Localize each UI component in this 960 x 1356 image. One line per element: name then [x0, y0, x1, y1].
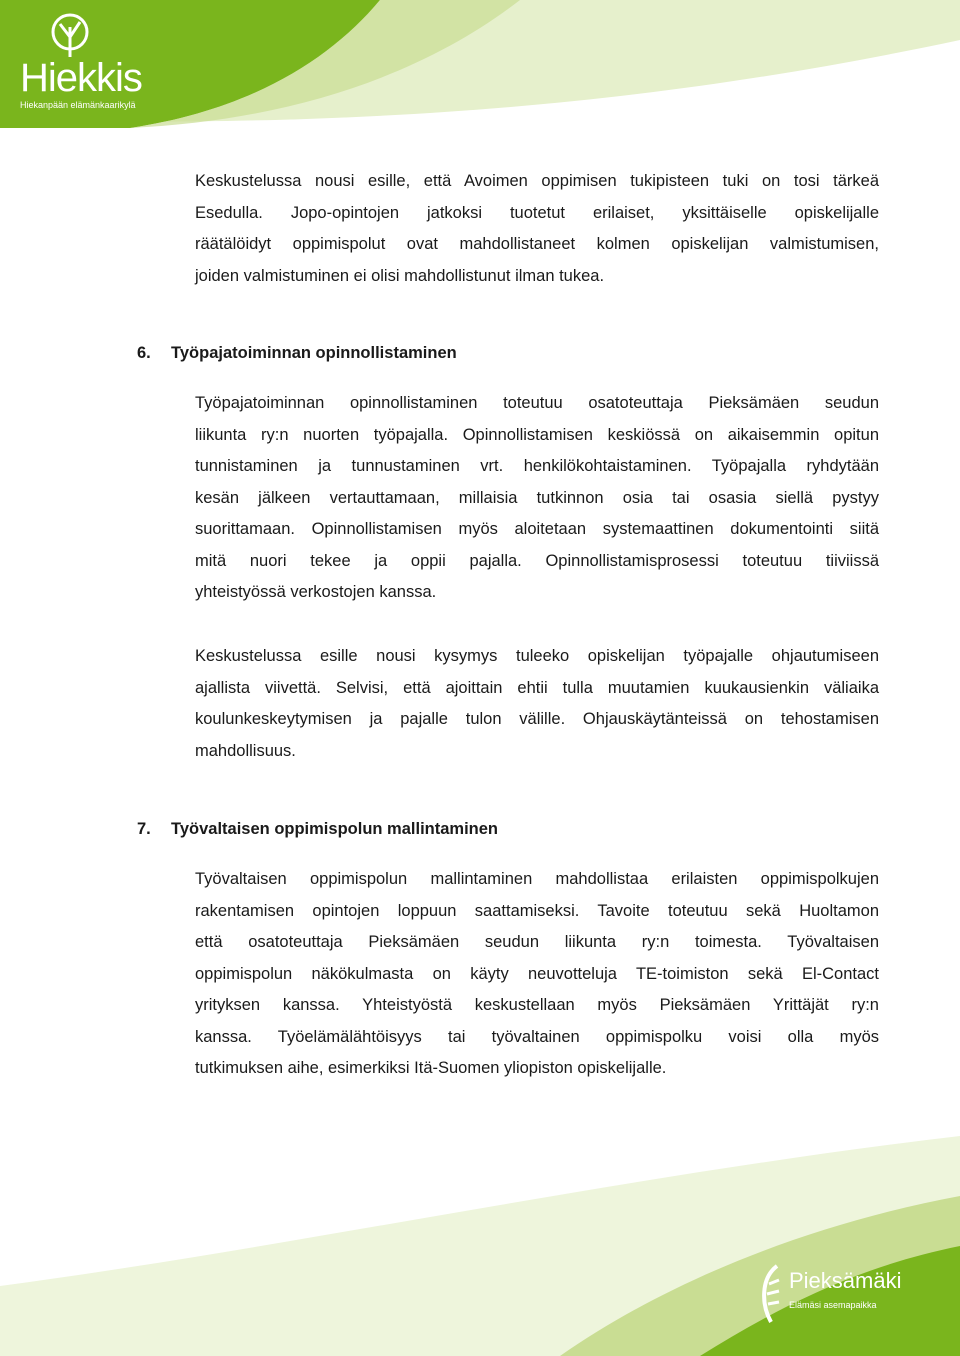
text-line: kanssa. Työelämälähtöisyys tai työvaltainen oppimispolku voisi olla myös [195, 1027, 879, 1046]
text-line: Keskustelussa nousi esille, että Avoimen oppimisen tukipisteen tuki on tosi tärkeä [195, 172, 879, 190]
text-line: Keskustelussa esille nousi kysymys tuleeko opiskelijan työpajalle ohjautumiseen [195, 647, 879, 665]
tree-icon [40, 12, 100, 62]
text-line: kesän jälkeen vertauttamaan, millaisia tutkinnon osia tai osasia siellä pystyy [195, 488, 879, 507]
section-6-number: 6. [137, 344, 151, 362]
section-6-title: Työpajatoiminnan opinnollistaminen [171, 344, 457, 362]
text-line: yrityksen kanssa. Yhteistyöstä keskustellaan myös Pieksämäen Yrittäjät ry:n [195, 996, 879, 1014]
section-7-heading [137, 820, 498, 839]
bottom-logo-tagline: Elämäsi asemapaikka [789, 1300, 877, 1310]
text-line: räätälöidyt oppimispolut ovat mahdollistaneet kolmen opiskelijan valmistumisen, [195, 235, 879, 253]
text-line: mitä nuori tekee ja oppii pajalla. Opinnollistamisprosessi toteutuu tiiviissä [195, 551, 879, 570]
text-line: mahdollisuus. [195, 741, 296, 760]
section-7-paragraph-1 [195, 864, 879, 1085]
text-line: Esedulla. Jopo-opintojen jatkoksi tuotetut erilaiset, yksittäiselle opiskelijalle [195, 203, 879, 222]
text-line: Työpajatoiminnan opinnollistaminen toteutuu osatoteuttaja Pieksämäen seudun [195, 394, 879, 412]
text-line: oppimispolun näkökulmasta on käyty neuvotteluja TE-toimiston sekä El-Contact [195, 964, 879, 983]
text-line: liikunta ry:n nuorten työpajalla. Opinnollistamisen keskiössä on aikaisemmin opitun [195, 425, 879, 444]
text-line: rakentamisen opintojen loppuun saattamiseksi. Tavoite toteutuu sekä Huoltamon [195, 901, 879, 920]
bottom-logo-name: Pieksämäki [789, 1268, 902, 1293]
text-line: ajallista viivettä. Selvisi, että ajoittain ehtii tulla muutamien kuukausienkin väliaika [195, 678, 879, 697]
text-line: Työvaltaisen oppimispolun mallintaminen mahdollistaa erilaisten oppimispolkujen [195, 870, 879, 888]
section-7-number: 7. [137, 820, 151, 838]
intro-paragraph [195, 166, 879, 292]
text-line: koulunkeskeytymisen ja pajalle tulon välille. Ohjauskäytänteissä on tehostamisen [195, 710, 879, 728]
section-6-paragraph-1 [195, 388, 879, 609]
hiekkis-logo [10, 12, 170, 112]
text-line: joiden valmistuminen ei olisi mahdollistunut ilman tukea. [195, 266, 605, 285]
text-line: tunnistaminen ja tunnustaminen vrt. henkilökohtaistaminen. Työpajalla ryhdytään [195, 457, 879, 475]
pieksamaki-logo [755, 1260, 935, 1340]
leaf-icon [757, 1264, 785, 1324]
section-6-paragraph-2 [195, 641, 879, 767]
text-line: suorittamaan. Opinnollistamisen myös aloitetaan systemaattinen dokumentointi siitä [195, 520, 879, 538]
text-line: yhteistyössä verkostojen kanssa. [195, 583, 437, 601]
top-logo-name: Hiekkis [20, 56, 142, 100]
text-line: että osatoteuttaja Pieksämäen seudun liikunta ry:n toimesta. Työvaltaisen [195, 933, 879, 951]
section-7-title: Työvaltaisen oppimispolun mallintaminen [171, 820, 498, 838]
section-6-heading [137, 344, 457, 363]
text-line: tutkimuksen aihe, esimerkiksi Itä-Suomen yliopiston opiskelijalle. [195, 1059, 667, 1077]
top-logo-tagline: Hiekanpään elämänkaarikylä [20, 100, 136, 110]
